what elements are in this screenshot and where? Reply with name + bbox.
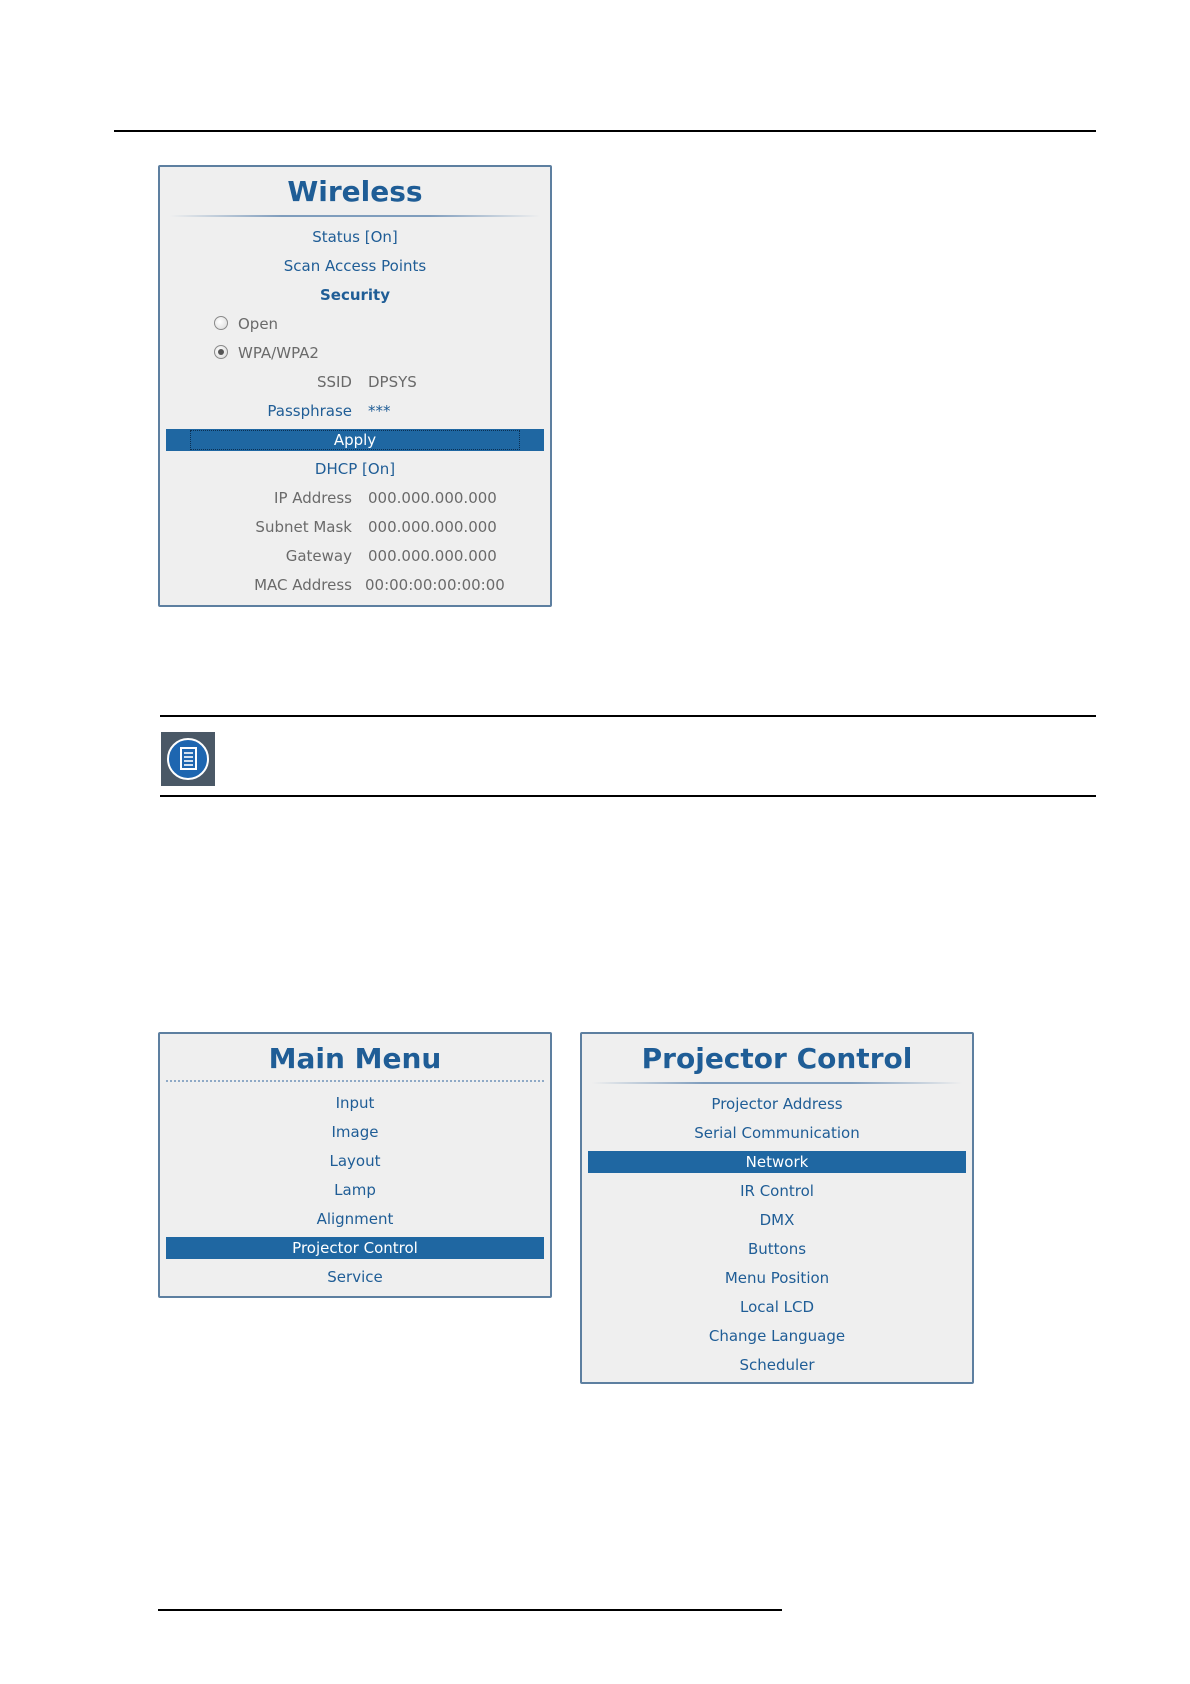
projector-control-item-serial-communication[interactable]: Serial Communication <box>694 1124 860 1142</box>
wireless-panel <box>158 165 552 607</box>
main-menu-panel <box>158 1032 552 1298</box>
projector-control-item-local-lcd[interactable]: Local LCD <box>739 1298 815 1316</box>
apply-label: Apply <box>333 431 377 449</box>
subnet-row <box>160 516 497 538</box>
ssid-value: DPSYS <box>368 373 417 391</box>
subnet-label: Subnet Mask <box>255 518 352 536</box>
title-divider <box>170 215 540 217</box>
dhcp-item[interactable]: DHCP [On] <box>314 460 396 478</box>
projector-control-item-dmx[interactable]: DMX <box>759 1211 795 1229</box>
main-menu-item-alignment[interactable]: Alignment <box>316 1210 394 1228</box>
scan-access-points-item[interactable]: Scan Access Points <box>283 257 427 275</box>
ip-value: 000.000.000.000 <box>368 489 497 507</box>
radio-open-label: Open <box>238 315 279 333</box>
panel-title: Main Menu <box>268 1042 442 1075</box>
footer-rule <box>158 1609 782 1611</box>
main-menu-item-lamp[interactable]: Lamp <box>334 1181 376 1199</box>
mac-label: MAC Address <box>254 576 352 594</box>
main-menu-item-layout[interactable]: Layout <box>329 1152 381 1170</box>
mac-value: 00:00:00:00:00:00 <box>365 576 505 594</box>
title-divider <box>166 1080 544 1082</box>
projector-control-item-projector-address[interactable]: Projector Address <box>711 1095 843 1113</box>
panel-title: Wireless <box>287 175 423 208</box>
mac-row <box>160 574 505 596</box>
header-rule <box>114 130 1096 132</box>
passphrase-value: *** <box>368 402 391 420</box>
apply-button[interactable] <box>166 429 544 451</box>
projector-control-item-menu-position[interactable]: Menu Position <box>724 1269 830 1287</box>
projector-control-item-scheduler[interactable]: Scheduler <box>739 1356 815 1374</box>
projector-control-item-buttons[interactable]: Buttons <box>747 1240 807 1258</box>
projector-control-item-ir-control[interactable]: IR Control <box>740 1182 814 1200</box>
subnet-value: 000.000.000.000 <box>368 518 497 536</box>
gateway-value: 000.000.000.000 <box>368 547 497 565</box>
gateway-row <box>160 545 497 567</box>
gateway-label: Gateway <box>285 547 352 565</box>
main-menu-item-image[interactable]: Image <box>331 1123 379 1141</box>
note-icon <box>161 732 215 786</box>
main-menu-item-projector-control[interactable]: Projector Control <box>166 1237 544 1259</box>
radio-button-icon <box>214 316 228 330</box>
radio-open[interactable] <box>214 313 414 335</box>
title-divider <box>592 1082 962 1084</box>
main-menu-item-service[interactable]: Service <box>327 1268 383 1286</box>
passphrase-row[interactable] <box>160 400 391 422</box>
ip-row <box>160 487 497 509</box>
radio-wpa[interactable] <box>214 342 414 364</box>
projector-control-item-network[interactable]: Network <box>588 1151 966 1173</box>
ssid-label: SSID <box>316 373 352 391</box>
main-menu-item-input[interactable]: Input <box>335 1094 375 1112</box>
panel-title: Projector Control <box>641 1042 913 1075</box>
passphrase-label: Passphrase <box>267 402 352 420</box>
status-item[interactable]: Status [On] <box>312 228 398 246</box>
radio-button-icon <box>214 345 228 359</box>
projector-control-panel <box>580 1032 974 1384</box>
security-heading: Security <box>319 286 391 304</box>
ssid-row <box>160 371 417 393</box>
note-bottom-rule <box>160 795 1096 797</box>
projector-control-item-change-language[interactable]: Change Language <box>708 1327 846 1345</box>
radio-wpa-label: WPA/WPA2 <box>238 344 319 362</box>
ip-label: IP Address <box>274 489 352 507</box>
note-top-rule <box>160 715 1096 717</box>
